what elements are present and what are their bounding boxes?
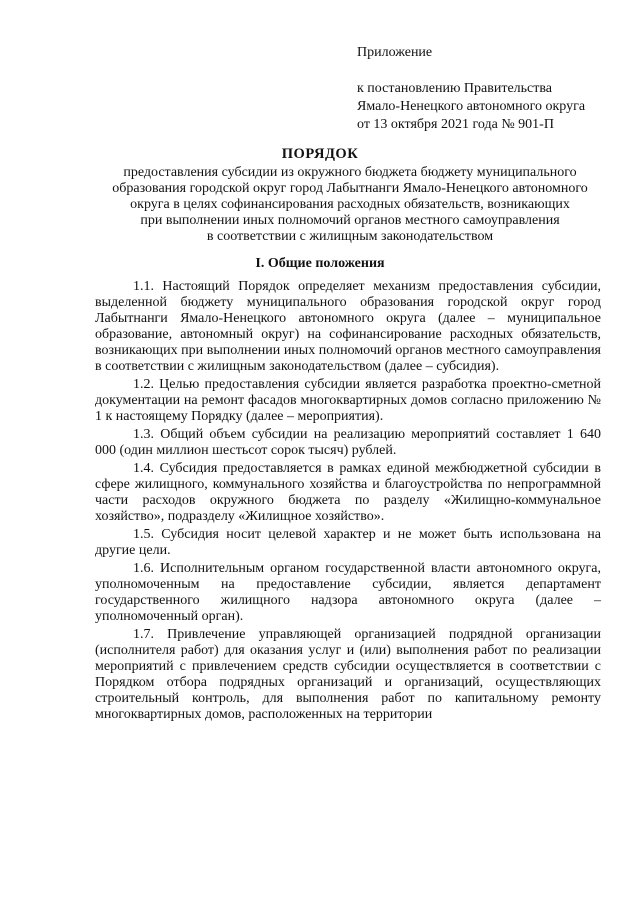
subtitle-line: округа в целях софинансирования расходных обязательств, возникающих (130, 197, 570, 212)
paragraph-1-1: 1.1. Настоящий Порядок определяет механизм предоставления субсидии, выделенной бюджету муниципального образования городской округ город Лабытнанги Ямало-Ненецкого автономного округа (далее – муниципальное образование, автономный округ) на софинансирование расходных обязательств, возникающих при выполнении иных полномочий органов местного самоуправления в соответствии с жилищным законодательством (далее – субсидия). (95, 279, 601, 374)
document-title: ПОРЯДОК (281, 146, 359, 162)
subtitle-line: в соответствии с жилищным законодательством (206, 229, 494, 244)
subtitle-line: образования городской округ город Лабытнанги Ямало-Ненецкого автономного (112, 181, 588, 196)
appendix-label: Приложение (357, 45, 433, 60)
paragraph-1-3: 1.3. Общий объем субсидии на реализацию мероприятий составляет 1 640 000 (один миллион шестьсот сорок тысяч) рублей. (95, 427, 601, 458)
paragraph-1-2: 1.2. Целью предоставления субсидии является разработка проектно-сметной документации на ремонт фасадов многоквартирных домов согласно приложению № 1 к настоящему Порядку (далее – мероприятия). (95, 377, 601, 424)
subtitle-line: предоставления субсидии из окружного бюджета бюджету муниципального (123, 165, 577, 180)
paragraph-1-6: 1.6. Исполнительным органом государственной власти автономного округа, уполномоченным на предоставление субсидии, является департамент государственного жилищного надзора автономного округа (далее – уполномоченный орган). (95, 561, 601, 624)
appendix-region: Ямало-Ненецкого автономного округа (357, 99, 586, 114)
appendix-resolution: к постановлению Правительства (357, 81, 553, 96)
document-subtitle (100, 165, 600, 245)
subtitle-line: при выполнении иных полномочий органов местного самоуправления (140, 213, 560, 228)
spacer (357, 62, 585, 80)
document-body (95, 279, 601, 725)
appendix-header (357, 44, 585, 134)
paragraph-1-5: 1.5. Субсидия носит целевой характер и не может быть использована на другие цели. (95, 527, 601, 558)
section-heading: I. Общие положения (255, 256, 385, 271)
appendix-date-number: от 13 октября 2021 года № 901-П (357, 117, 554, 132)
paragraph-1-4: 1.4. Субсидия предоставляется в рамках единой межбюджетной субсидии в сфере жилищного, коммунального хозяйства и благоустройства по непрограммной части расходов окружного бюджета по разделу «Жилищно-коммунальное хозяйство», подразделу «Жилищное хозяйство». (95, 461, 601, 524)
paragraph-1-7: 1.7. Привлечение управляющей организацией подрядной организации (исполнителя работ) для оказания услуг и (или) выполнения работ по реализации мероприятий с привлечением средств субсидии осуществляется в соответствии с Порядком отбора подрядных организаций и организаций, осуществляющих строительный контроль, для выполнения работ по капитальному ремонту многоквартирных домов, расположенных на территории (95, 627, 601, 722)
